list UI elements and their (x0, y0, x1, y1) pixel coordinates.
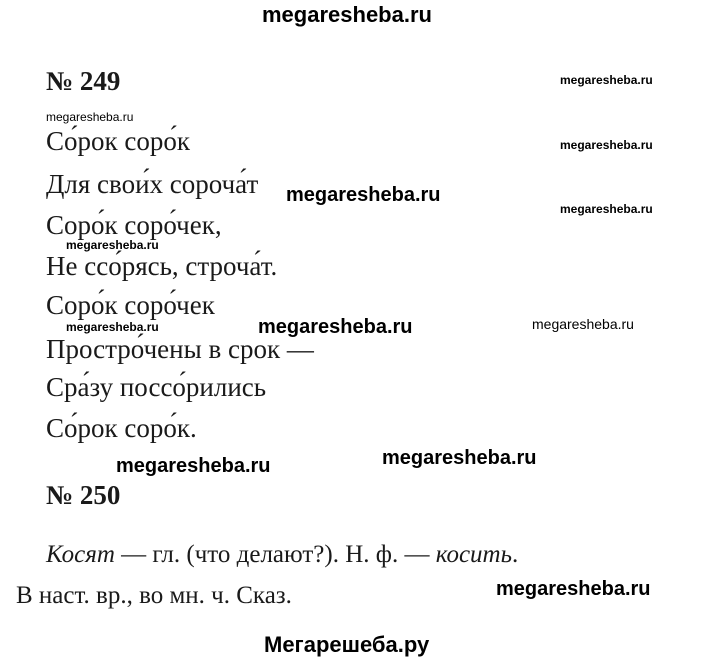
poem-line-7: Сра́зу поссо́рились (46, 372, 267, 402)
poem-line-8: Со́рок соро́к. (46, 413, 197, 443)
exercise-250-number: № 250 (46, 480, 121, 510)
watermark-mid-1: megaresheba.ru (286, 184, 441, 206)
watermark-bottom: Мегарешеба.ру (264, 632, 430, 657)
poem-line-1: Со́рок соро́к (46, 126, 190, 156)
exercise-249-number: № 249 (46, 66, 121, 96)
watermark-small-7: megaresheba.ru (532, 316, 634, 332)
poem-line-2: Для свои́х сороча́т (46, 169, 259, 199)
poem-line-3: Соро́к соро́чек, (46, 210, 222, 240)
exercise-250-line-1 (46, 541, 518, 569)
watermark-mid-5: megaresheba.ru (496, 578, 651, 600)
analysis-text: — гл. (что делают?). Н. ф. — (114, 541, 436, 568)
watermark-top: megaresheba.ru (262, 2, 432, 27)
watermark-small-2: megaresheba.ru (46, 110, 134, 124)
poem-line-6: Простро́чены в срок — (46, 334, 314, 364)
watermark-small-1: megaresheba.ru (560, 73, 653, 87)
word-kosit: косить (435, 541, 512, 568)
exercise-250-line-2: В наст. вр., во мн. ч. Сказ. (16, 582, 292, 609)
watermark-mid-3: megaresheba.ru (382, 447, 537, 469)
watermark-small-5: megaresheba.ru (66, 238, 159, 252)
watermark-mid-2: megaresheba.ru (258, 316, 413, 338)
watermark-small-3: megaresheba.ru (560, 138, 653, 152)
watermark-small-4: megaresheba.ru (560, 202, 653, 216)
word-kosyat: Косят (46, 541, 115, 568)
watermark-mid-4: megaresheba.ru (116, 455, 271, 477)
poem-line-5: Соро́к соро́чек (46, 290, 215, 320)
line-end: . (512, 541, 519, 568)
poem-line-4: Не ссо́рясь, строча́т. (46, 251, 278, 281)
watermark-small-6: megaresheba.ru (66, 320, 159, 334)
